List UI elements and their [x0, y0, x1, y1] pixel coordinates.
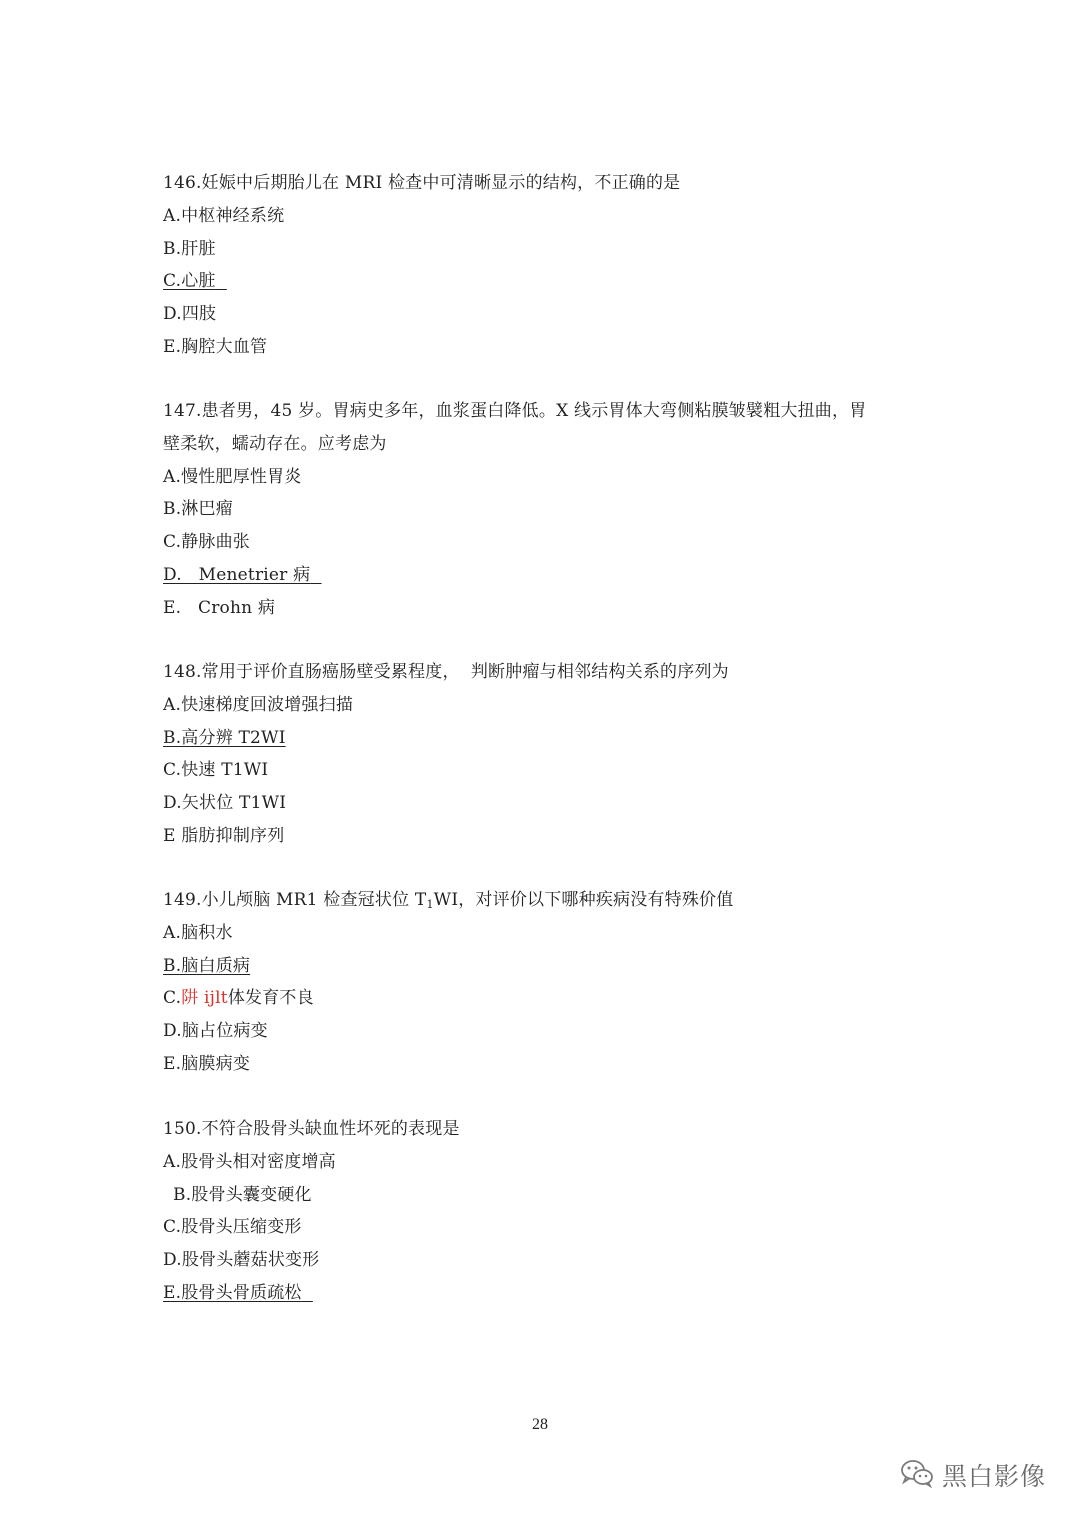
watermark [900, 1455, 1046, 1495]
garbled-text: 阱 ijlt [181, 988, 228, 1009]
question-150 [163, 1113, 933, 1310]
page-number: 28 [532, 1416, 548, 1433]
answer-underline: C.心脏 [163, 271, 216, 292]
option-b: B.淋巴瘤 [163, 499, 233, 520]
option-e [163, 1277, 933, 1310]
option-e: E.脑膜病变 [163, 1053, 251, 1074]
question-148 [163, 656, 933, 853]
option-c: C.阱 ijlt体发育不良 [163, 988, 314, 1009]
answer-underline: B.脑白质病 [163, 955, 251, 976]
question-stem-line1: 147.患者男，45 岁。胃病史多年，血浆蛋白降低。X 线示胃体大弯侧粘膜皱襞粗大扭曲，胃 [163, 401, 867, 421]
option-c: C.股骨头压缩变形 [163, 1217, 302, 1238]
wechat-icon [900, 1458, 934, 1492]
option-b: B.股骨头囊变硬化 [173, 1184, 312, 1205]
option-e: E 脂肪抑制序列 [163, 825, 285, 846]
option-b [163, 722, 933, 755]
question-149 [163, 884, 933, 1081]
answer-underline: B.高分辨 T2WI [163, 727, 286, 748]
answer-underline: D. Menetrier 病 [163, 564, 311, 585]
option-c [163, 265, 933, 298]
option-c: C.快速 T1WI [163, 760, 269, 781]
option-a: A.快速梯度回波增强扫描 [163, 694, 354, 715]
answer-underline: E.股骨头骨质疏松 [163, 1282, 302, 1303]
question-stem: 149.小儿颅脑 MR1 检查冠状位 $T_1WI$，对评价以下哪种疾病没有特殊价值 [163, 890, 734, 911]
option-a: A.脑积水 [163, 922, 233, 943]
option-c: C.静脉曲张 [163, 532, 251, 553]
question-stem: 146.妊娠中后期胎儿在 MRI 检查中可清晰显示的结构，不正确的是 [163, 173, 681, 193]
option-d: D.四肢 [163, 304, 217, 325]
option-e: E. Crohn 病 [163, 597, 276, 618]
option-d [163, 559, 933, 592]
option-e: E.胸腔大血管 [163, 336, 268, 357]
option-a: A.慢性肥厚性胃炎 [163, 466, 302, 487]
question-146 [163, 167, 933, 364]
question-147 [163, 395, 933, 625]
option-d: D.矢状位 T1WI [163, 793, 287, 814]
option-b [163, 950, 933, 983]
question-stem: 150.不符合股骨头缺血性坏死的表现是 [163, 1119, 460, 1139]
question-stem: 148.常用于评价直肠癌肠壁受累程度， 判断肿瘤与相邻结构关系的序列为 [163, 662, 729, 682]
option-a: A.股骨头相对密度增高 [163, 1151, 336, 1172]
option-d: D.脑占位病变 [163, 1021, 268, 1042]
option-d: D.股骨头蘑菇状变形 [163, 1250, 320, 1271]
option-a: A.中枢神经系统 [163, 205, 285, 226]
option-b: B.肝脏 [163, 238, 216, 259]
watermark-text: 黑白影像 [942, 1462, 1047, 1491]
question-stem-line2: 壁柔软，蠕动存在。应考虑为 [163, 433, 387, 454]
